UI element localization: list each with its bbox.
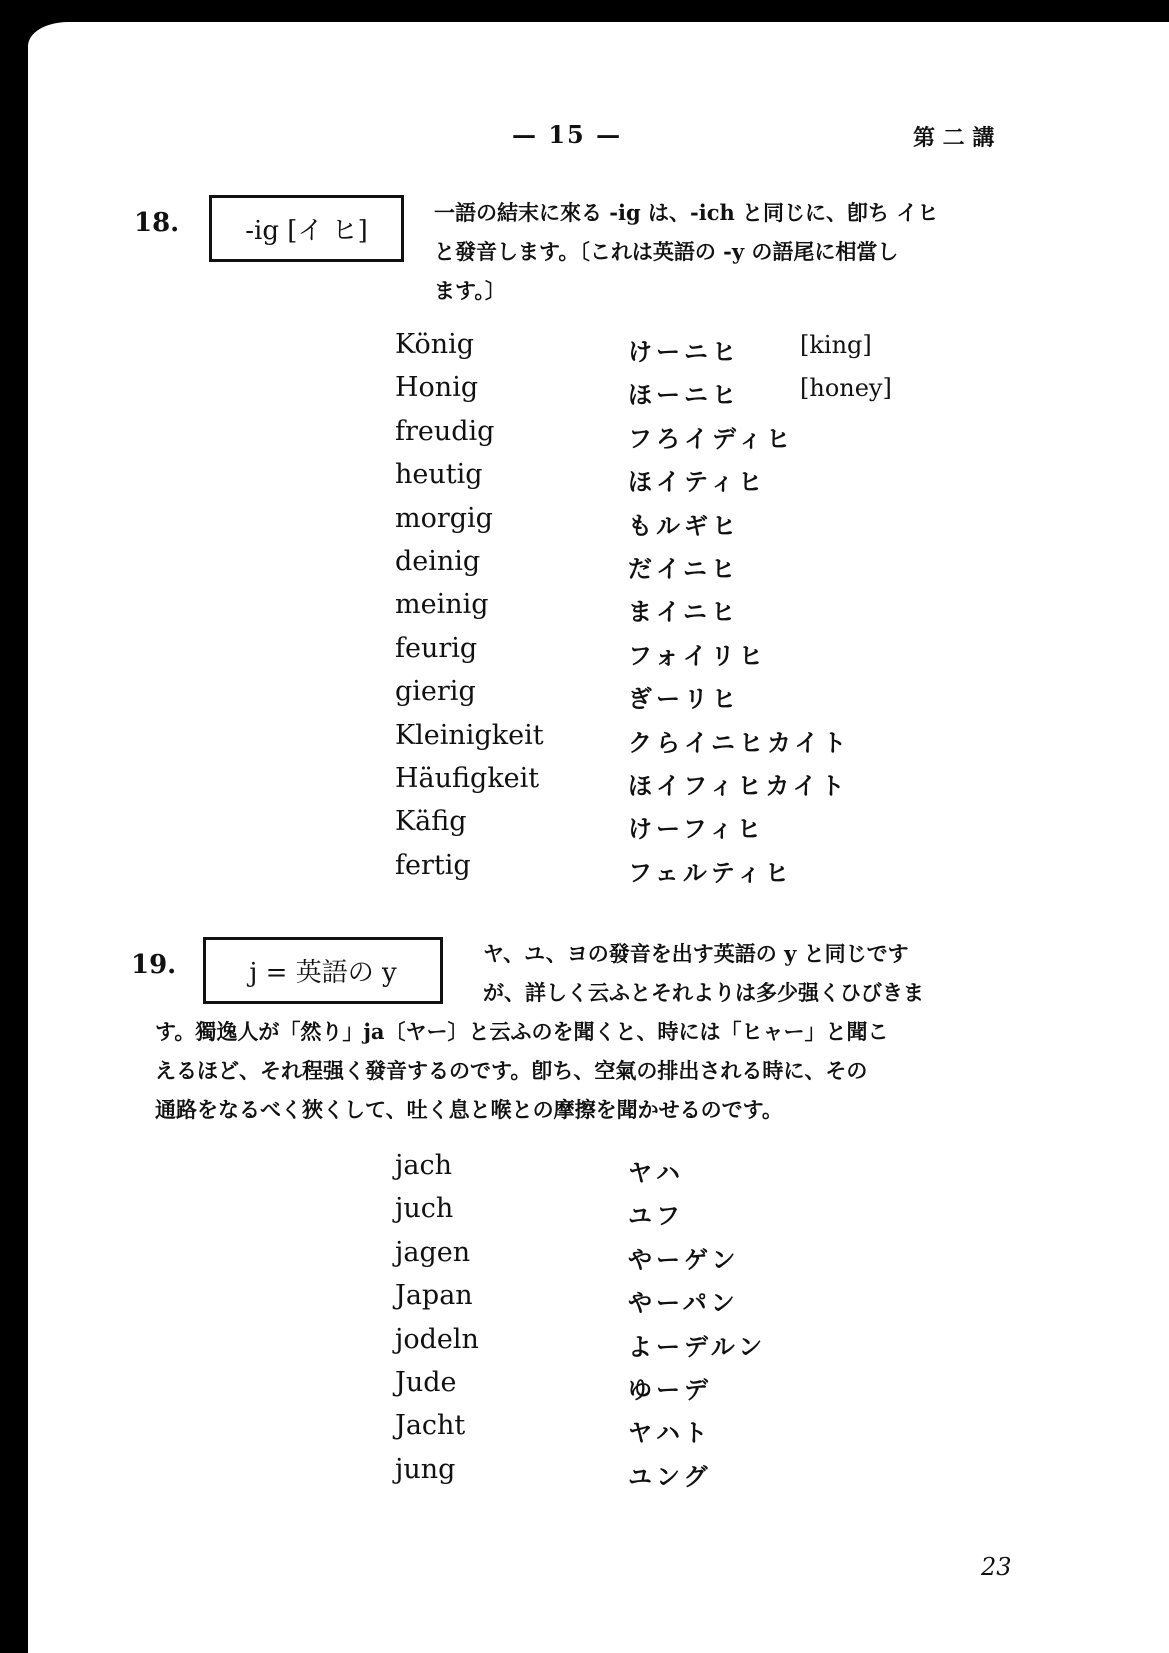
kana-reading: けーニヒ [628, 337, 740, 366]
section-19-number: 19. [131, 950, 177, 980]
kana-reading: ほイティヒ [628, 467, 767, 497]
kana-reading: ヤハ [628, 1158, 684, 1187]
kana-reading: ユフ [628, 1201, 684, 1231]
section-19-line-4: えるほど、それ程强く發音するのです。卽ち、空氣の排出される時に、その [155, 1058, 868, 1083]
kana-reading: だイニヒ [628, 554, 740, 583]
german-word: meinig [395, 589, 489, 621]
section-19-description-body [155, 1012, 1025, 1129]
german-word: König [395, 329, 475, 360]
german-word: jagen [395, 1236, 471, 1268]
section-18-rule-box [209, 195, 404, 262]
section-19-rule: j = 英語の y [249, 958, 397, 988]
kana-reading: もルギヒ [628, 510, 740, 540]
kana-reading: ほイフィヒカイト [628, 771, 849, 800]
kana-reading: クらイニヒカイト [628, 727, 851, 757]
german-word: Japan [395, 1280, 473, 1312]
kana-reading: まイニヒ [628, 597, 740, 627]
german-word: juch [395, 1193, 454, 1225]
kana-reading: フォイリヒ [628, 640, 767, 670]
section-18-description [434, 193, 1014, 310]
section-18-rule: -ig [イ ヒ] [245, 216, 368, 246]
section-18-line-2: と發音します。〔これは英語の -y の語尾に相當し [434, 239, 899, 264]
section-19-description-head [483, 934, 1023, 1012]
german-word: Honig [395, 372, 479, 404]
german-word: Käfig [395, 806, 467, 838]
section-18-number: 18. [134, 208, 180, 238]
kana-reading: けーフィヒ [628, 814, 765, 844]
kana-reading: フェルティヒ [628, 857, 793, 887]
german-word: Jude [395, 1367, 457, 1398]
section-18-line-3: ます。〕 [434, 278, 506, 303]
german-word: jodeln [395, 1323, 479, 1355]
german-word: fertig [395, 849, 471, 881]
kana-reading: ぎーリヒ [628, 684, 740, 714]
section-19-line-5: 通路をなるべく狹くして、吐く息と喉との摩擦を聞かせるのです。 [155, 1097, 783, 1122]
german-word: jach [395, 1150, 452, 1181]
kana-reading: ほーニヒ [628, 380, 740, 410]
section-19-rule-box [203, 937, 443, 1004]
page-folio: 23 [981, 1553, 1012, 1581]
section-19-line-3: す。獨逸人が「然り」ja〔ヤー〕と云ふのを聞くと、時には「ヒャー」と聞こ [155, 1019, 889, 1044]
german-word: freudig [395, 415, 495, 447]
german-word: feurig [395, 632, 478, 664]
german-word: morgig [395, 502, 493, 534]
kana-reading: やーパン [628, 1288, 739, 1318]
german-word: Kleinigkeit [395, 719, 544, 751]
section-19-line-1: ヤ、ユ、ヨの發音を出す英語の y と同じです [483, 941, 909, 966]
section-18-line-1: 一語の結末に來る -ig は、-ich と同じに、卽ち イヒ [434, 200, 939, 225]
english-equivalent: [king] [800, 331, 872, 359]
german-word: gierig [395, 676, 476, 708]
german-word: jung [395, 1453, 456, 1485]
german-word: heutig [395, 459, 483, 491]
chapter-label: 第 二 講 [913, 125, 995, 151]
german-word: Häufigkeit [395, 763, 540, 794]
german-word: deinig [395, 546, 481, 577]
kana-reading: よーデルン [628, 1331, 767, 1361]
kana-reading: ユング [628, 1461, 712, 1491]
german-word: Jacht [395, 1410, 466, 1442]
section-19-line-2: が、詳しく云ふとそれよりは多少强くひびきま [483, 980, 924, 1005]
kana-reading: やーゲン [628, 1244, 740, 1274]
page-header-number: — 15 — [512, 120, 623, 149]
kana-reading: フろイディヒ [628, 423, 795, 453]
kana-reading: ヤハト [628, 1418, 712, 1448]
kana-reading: ゆーデ [628, 1375, 712, 1404]
english-equivalent: [honey] [800, 374, 892, 403]
